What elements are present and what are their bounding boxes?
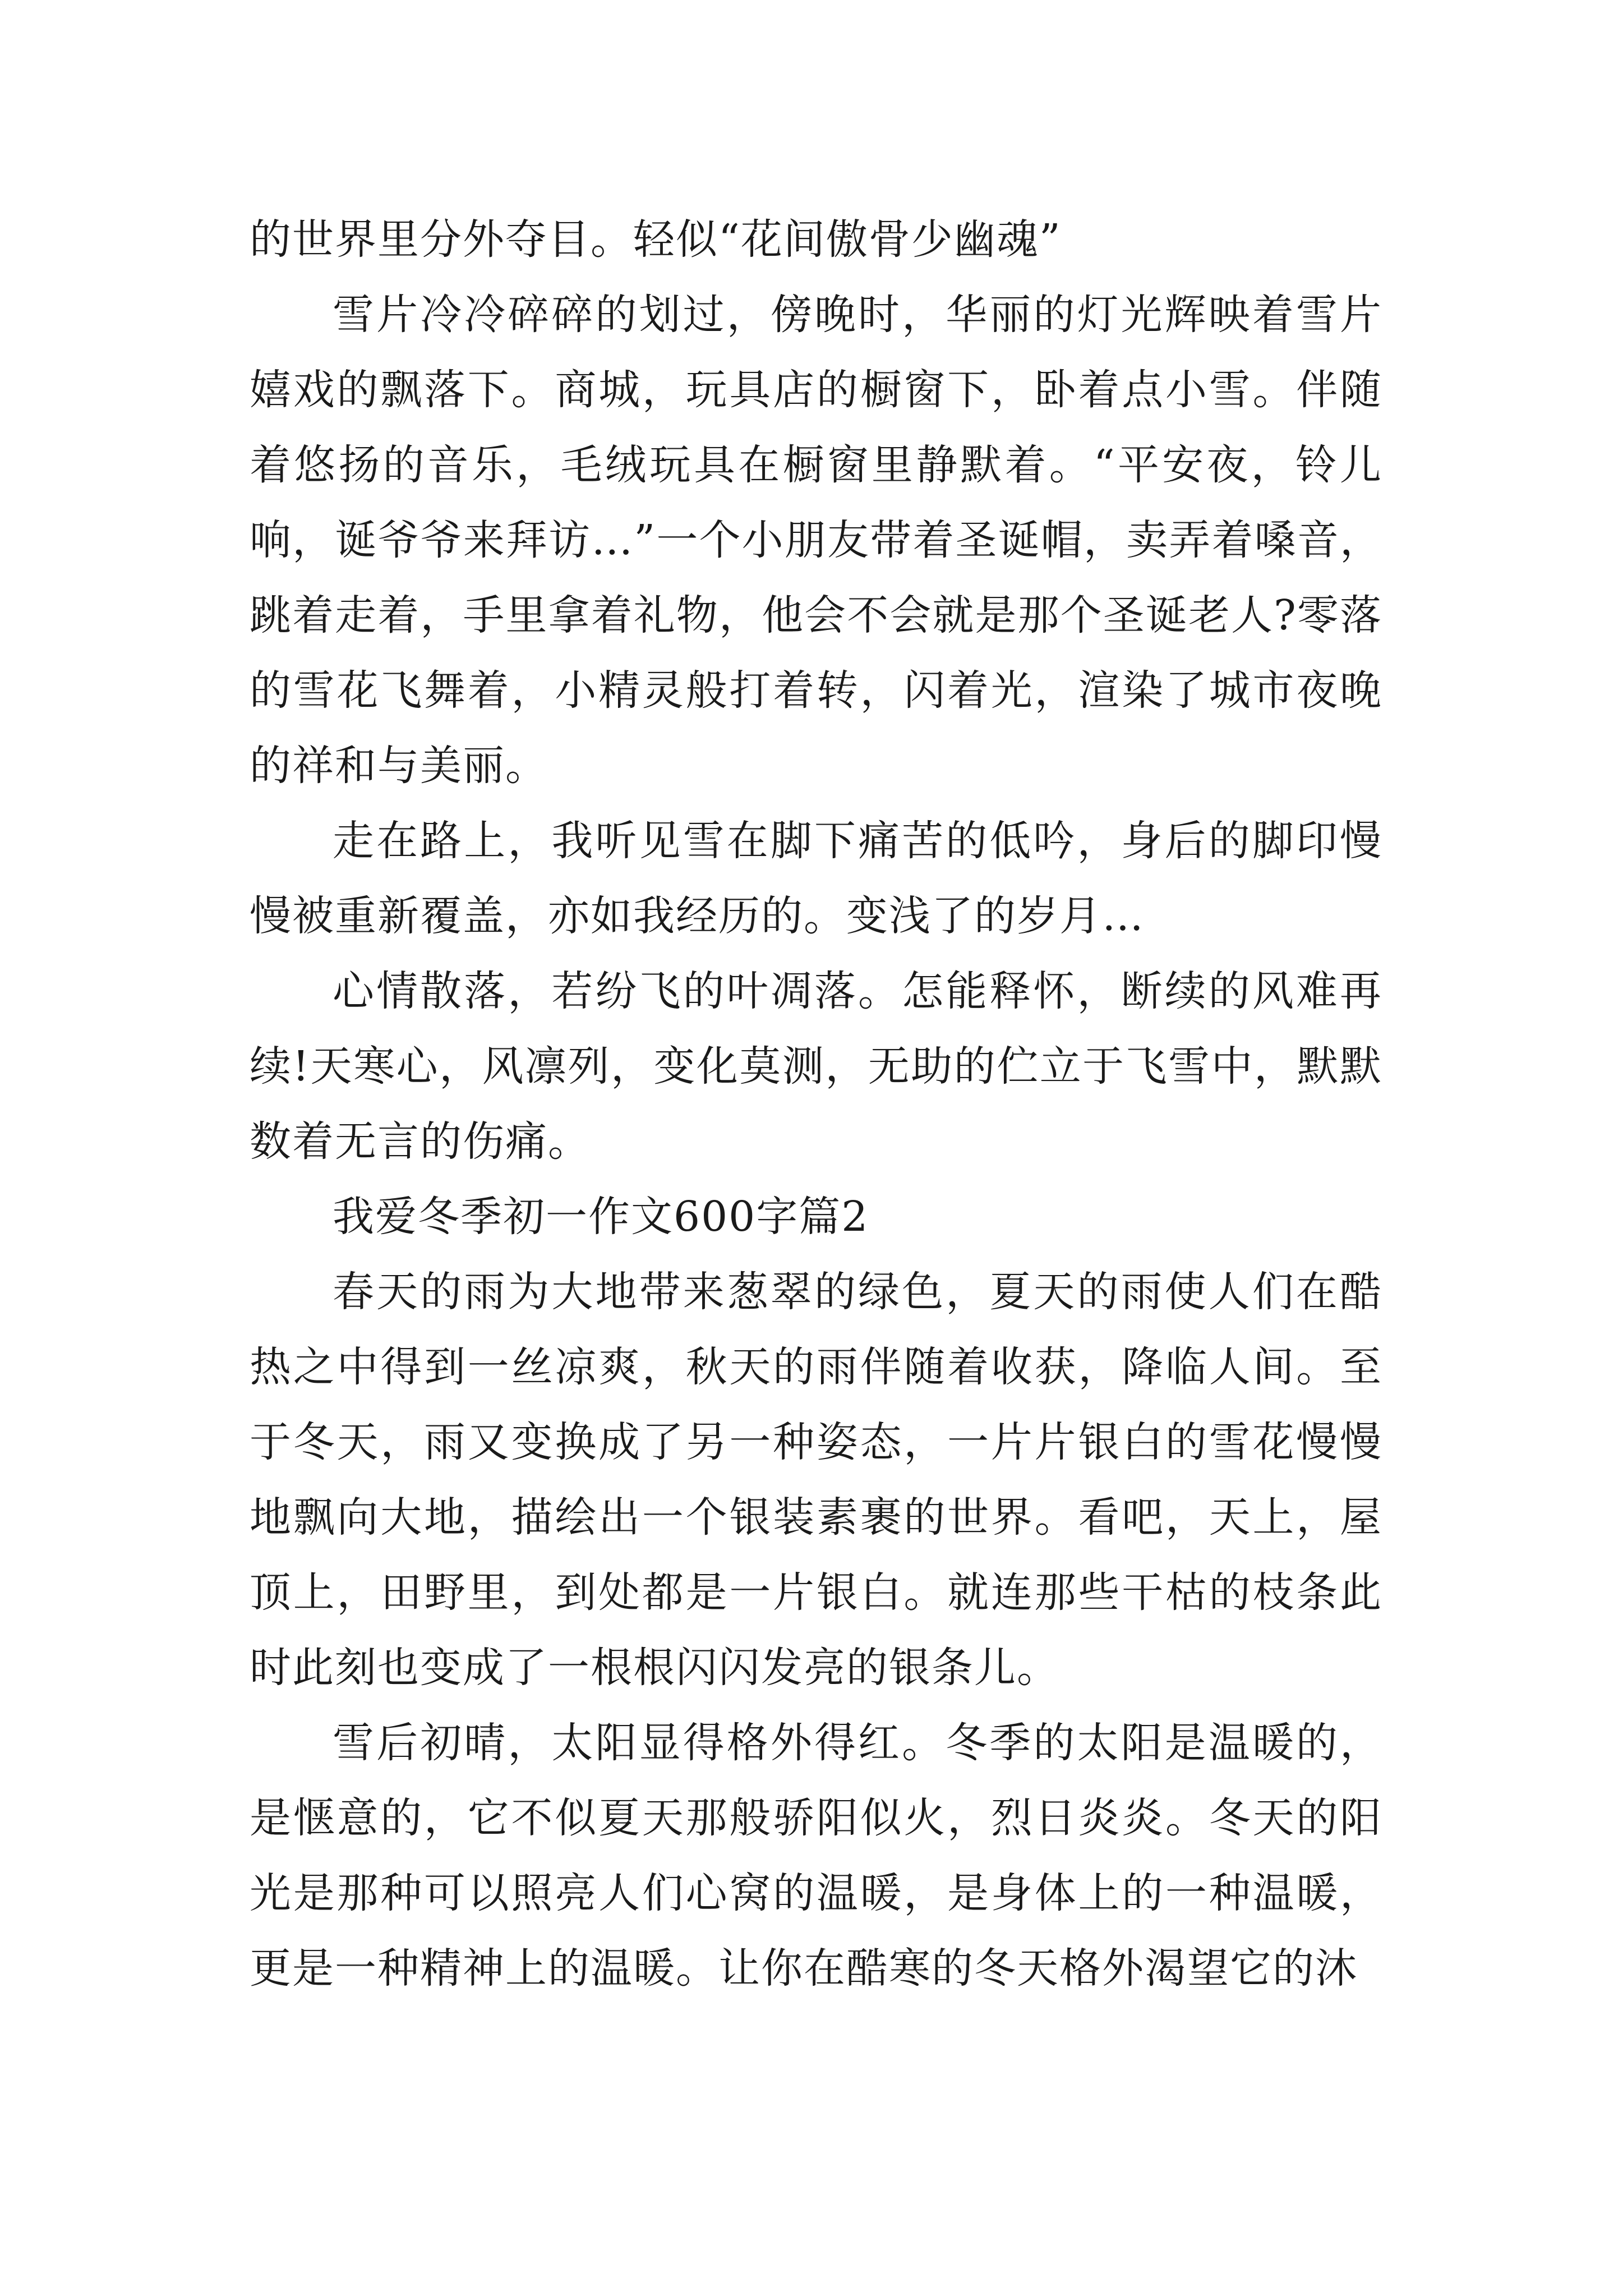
paragraph-snow-evening: 雪片冷冷碎碎的划过，傍晚时，华丽的灯光辉映着雪片嬉戏的飘落下。商城，玩具店的橱窗下，卧着点小雪。伴随着悠扬的音乐，毛绒玩具在橱窗里静默着。“平安夜，铃儿响，诞爷爷来拜访…”一个小朋友带着圣诞帽，卖弄着嗓音，跳着走着，手里拿着礼物，他会不会就是那个圣诞老人?零落的雪花飞舞着，小精灵般打着转，闪着光，渲染了城市夜晚的祥和与美丽。: [250, 291, 1382, 790]
article-body: [250, 202, 1382, 2006]
paragraph-seasons-rain: 春天的雨为大地带来葱翠的绿色，夏天的雨使人们在酷热之中得到一丝凉爽，秋天的雨伴随着收获，降临人间。至于冬天，雨又变换成了另一种姿态，一片片银白的雪花慢慢地飘向大地，描绘出一个银装素裹的世界。看吧，天上，屋顶上，田野里，到处都是一片银白。就连那些干枯的枝条此时此刻也变成了一根根闪闪发亮的银条儿。: [250, 1268, 1382, 1692]
paragraph-winter-sun: 雪后初晴，太阳显得格外得红。冬季的太阳是温暖的，是惬意的，它不似夏天那般骄阳似火，烈日炎炎。冬天的阳光是那种可以照亮人们心窝的温暖，是身体上的一种温暖，更是一种精神上的温暖。让你在酷寒的冬天格外渴望它的沐: [250, 1719, 1382, 1993]
paragraph-continuation: 的世界里分外夺目。轻似“花间傲骨少幽魂”: [250, 215, 1062, 264]
section-heading: 我爱冬季初一作文600字篇2: [333, 1193, 869, 1241]
paragraph-mood: 心情散落，若纷飞的叶凋落。怎能释怀，断续的风难再续!天寒心，风凛列，变化莫测，无助的伫立于飞雪中，默默数着无言的伤痛。: [250, 967, 1382, 1166]
paragraph-walking: 走在路上，我听见雪在脚下痛苦的低吟，身后的脚印慢慢被重新覆盖，亦如我经历的。变浅了的岁月…: [250, 817, 1382, 940]
